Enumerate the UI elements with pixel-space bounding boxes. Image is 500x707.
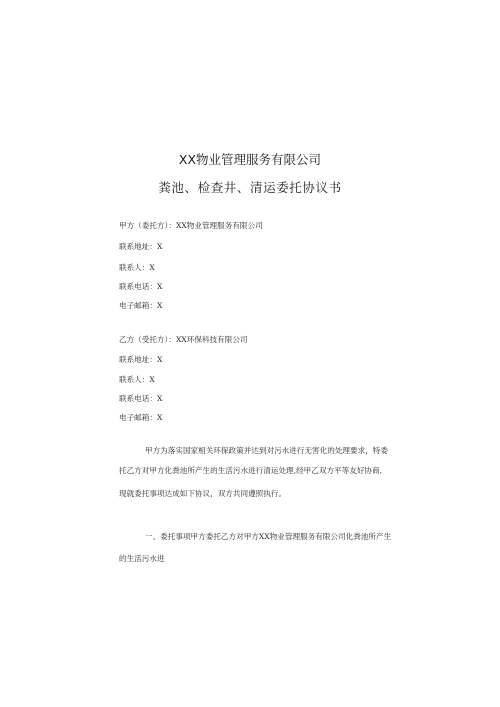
- party-a-heading: 甲方（委托方）：XX物业管理服务有限公司: [119, 221, 263, 230]
- party-a-phone: 联系电话：X: [119, 282, 163, 291]
- company-title: XX物业管理服务有限公司: [178, 152, 322, 167]
- party-a-email: 电子邮箱：X: [119, 301, 163, 310]
- section-1-line: 一、委托事项甲方委托乙方对甲方XX物业管理服务有限公司化粪池所产生: [145, 532, 392, 541]
- party-a-address: 联系地址：X: [119, 242, 163, 251]
- intro-line: 甲方为落实国家相关环保政策并达到对污水进行无害化的处理要求，特委: [145, 446, 388, 455]
- party-b-heading: 乙方（受托方）：XX环保科技有限公司: [119, 335, 248, 344]
- party-b-address: 联系地址：X: [119, 355, 163, 364]
- party-b-phone: 联系电话：X: [119, 394, 163, 403]
- section-1-line: 的生活污水进: [119, 554, 165, 563]
- intro-line: 托乙方对甲方化粪池所产生的生活污水进行清运处理,经甲乙双方平等友好协商,: [119, 466, 383, 475]
- intro-line: 现就委托事项达成如下协议，双方共同遵照执行。: [119, 489, 287, 498]
- party-b-contact: 联系人：X: [119, 375, 155, 384]
- party-a-contact: 联系人：X: [119, 263, 155, 272]
- party-b-email: 电子邮箱：X: [119, 413, 163, 422]
- agreement-title: 粪池、检查井、清运委托协议书: [158, 180, 342, 195]
